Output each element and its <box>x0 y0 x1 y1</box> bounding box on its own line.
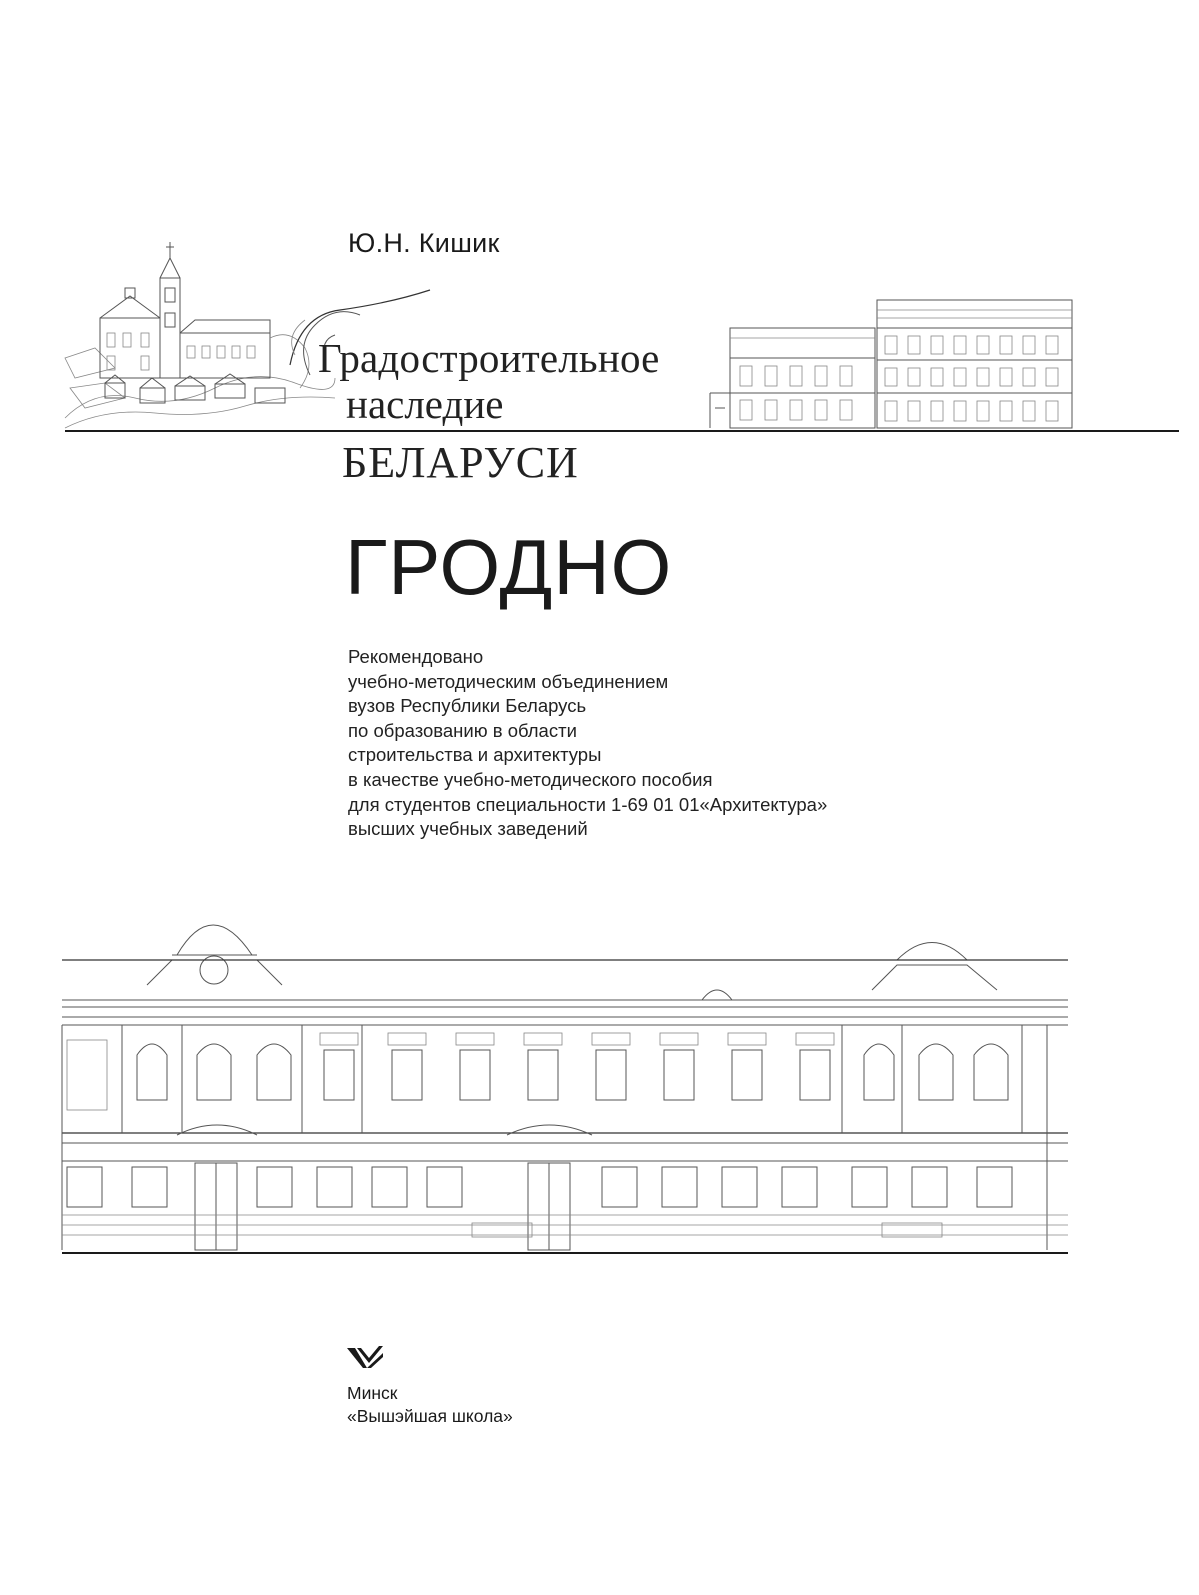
header-rule <box>65 430 1179 432</box>
building-facade-drawing <box>62 905 1068 1255</box>
recommendation-line: строительства и архитектуры <box>348 744 602 766</box>
recommendation-line: высших учебных заведений <box>348 818 588 840</box>
facade-elevation-illustration <box>705 298 1075 433</box>
facade-ground-line <box>62 1252 1068 1254</box>
series-title-line-3: БЕЛАРУСИ <box>342 438 579 487</box>
recommendation-text <box>348 645 827 842</box>
series-title-line-2: наследие <box>346 381 504 427</box>
imprint-city: Минск <box>347 1383 398 1403</box>
recommendation-line: в качестве учебно-методического пособия <box>348 768 713 790</box>
recommendation-line: учебно-методическим объединением <box>348 670 669 692</box>
recommendation-line: по образованию в области <box>348 719 577 741</box>
recommendation-line: вузов Республики Беларусь <box>348 695 587 717</box>
recommendation-line: Рекомендовано <box>348 646 484 667</box>
publisher-logo-icon <box>345 1343 385 1373</box>
series-title-line-1: Градостроительное <box>318 335 660 381</box>
book-title: ГРОДНО <box>345 523 673 611</box>
imprint-publisher: «Вышэйшая школа» <box>347 1406 513 1426</box>
author-name: Ю.Н. Кишик <box>348 228 500 258</box>
recommendation-line: для студентов специальности 1-69 01 01«Архитектура» <box>348 793 828 815</box>
